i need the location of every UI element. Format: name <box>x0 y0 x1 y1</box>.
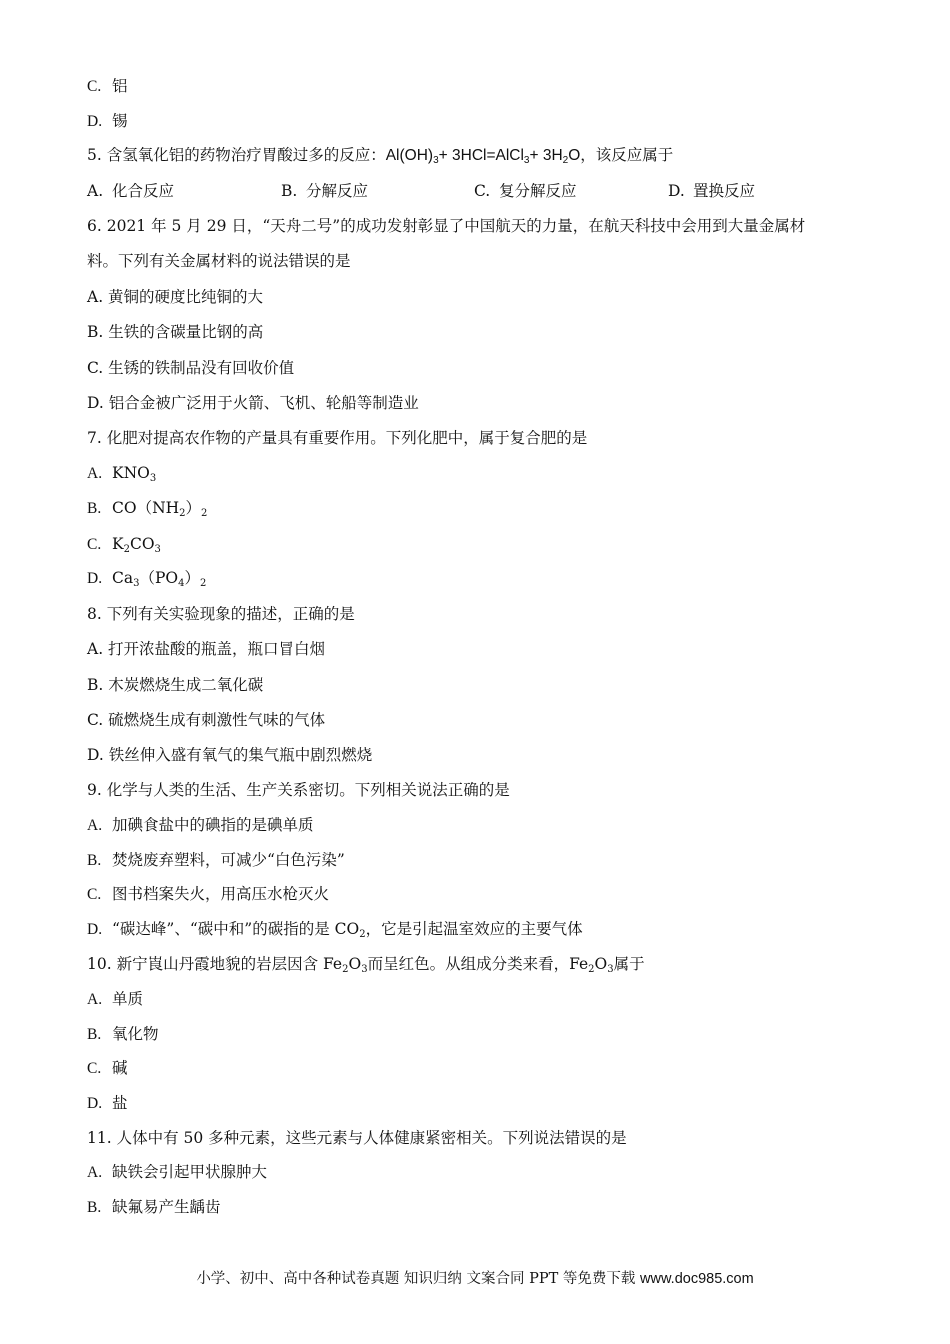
q10-option-a: A. 单质 <box>87 990 144 1008</box>
q5-option-b: B. 分解反应 <box>281 182 369 200</box>
q9-option-a: A. 加碘食盐中的碘指的是碘单质 <box>87 816 314 834</box>
q6-stem-line1: 6. 2021 年 5 月 29 日，“天舟二号”的成功发射彰显了中国航天的力量，在航天科技中会用到大量金属材 <box>87 217 806 235</box>
q6-option-b: B. 生铁的含碳量比钢的高 <box>87 323 264 341</box>
q9-option-b: B. 焚烧废弃塑料，可减少“白色污染” <box>87 851 345 869</box>
q7-option-a: A. $KNO_3$ <box>87 464 157 484</box>
q6-option-c: C. 生锈的铁制品没有回收价值 <box>87 359 295 377</box>
q7-option-b: B. $CO(NH_2)_2$ <box>87 499 208 519</box>
q10-option-b: B. 氧化物 <box>87 1025 159 1043</box>
q5-stem: 5. 含氢氧化铝的药物治疗胃酸过多的反应：$Al(OH)_3+$ 3HCl=AlCl$_3$+ $3H_2O$，该反应属于 <box>87 146 674 166</box>
q8-option-a: A. 打开浓盐酸的瓶盖，瓶口冒白烟 <box>87 640 326 658</box>
q9-stem: 9. 化学与人类的生活、生产关系密切。下列相关说法正确的是 <box>87 781 510 799</box>
q7-option-d: D. $Ca_3(PO_4)_2$ <box>87 569 207 589</box>
q7-stem: 7. 化肥对提高农作物的产量具有重要作用。下列化肥中，属于复合肥的是 <box>87 429 588 447</box>
footer-link[interactable]: www.doc985.com <box>640 1271 754 1287</box>
q10-option-c: C. 碱 <box>87 1059 128 1077</box>
q4-option-c: C. 铝 <box>87 77 128 95</box>
q6-stem-line2: 料。下列有关金属材料的说法错误的是 <box>87 252 351 270</box>
q6-option-a: A. 黄铜的硬度比纯铜的大 <box>87 288 264 306</box>
q8-stem: 8. 下列有关实验现象的描述，正确的是 <box>87 605 355 623</box>
q11-stem: 11. 人体中有 50 多种元素，这些元素与人体健康紧密相关。下列说法错误的是 <box>87 1129 627 1147</box>
q9-option-d: D. “碳达峰”、“碳中和”的碳指的是 $CO_2$，它是引起温室效应的主要气体 <box>87 920 583 940</box>
q5-option-c: C. 复分解反应 <box>474 182 577 200</box>
q11-option-b: B. 缺氟易产生龋齿 <box>87 1198 221 1216</box>
q8-option-d: D. 铁丝伸入盛有氧气的集气瓶中剧烈燃烧 <box>87 746 373 764</box>
q5-option-d: D. 置换反应 <box>668 182 756 200</box>
q5-equation: $Al(OH)_3+$ 3HCl=AlCl$_3$+ $3H_2O$ <box>385 147 581 166</box>
q5-option-a: A. 化合反应 <box>87 182 175 200</box>
q10-option-d: D. 盐 <box>87 1094 128 1112</box>
q8-option-c: C. 硫燃烧生成有刺激性气味的气体 <box>87 711 326 729</box>
page-footer <box>0 1268 950 1290</box>
q4-option-d: D. 锡 <box>87 112 128 130</box>
q11-option-a: A. 缺铁会引起甲状腺肿大 <box>87 1163 268 1181</box>
q8-option-b: B. 木炭燃烧生成二氧化碳 <box>87 676 264 694</box>
footer-text: 小学、初中、高中各种试卷真题 知识归纳 文案合同 PPT 等免费下载 <box>196 1271 636 1287</box>
q7-option-c: C. $K_2CO_3$ <box>87 535 161 555</box>
q6-option-d: D. 铝合金被广泛用于火箭、飞机、轮船等制造业 <box>87 394 419 412</box>
q9-option-c: C. 图书档案失火，用高压水枪灭火 <box>87 885 330 903</box>
q10-stem: 10. 新宁崀山丹霞地貌的岩层因含 $Fe_2O_3$而呈红色。从组成分类来看，$Fe_2O_3$属于 <box>87 955 645 975</box>
